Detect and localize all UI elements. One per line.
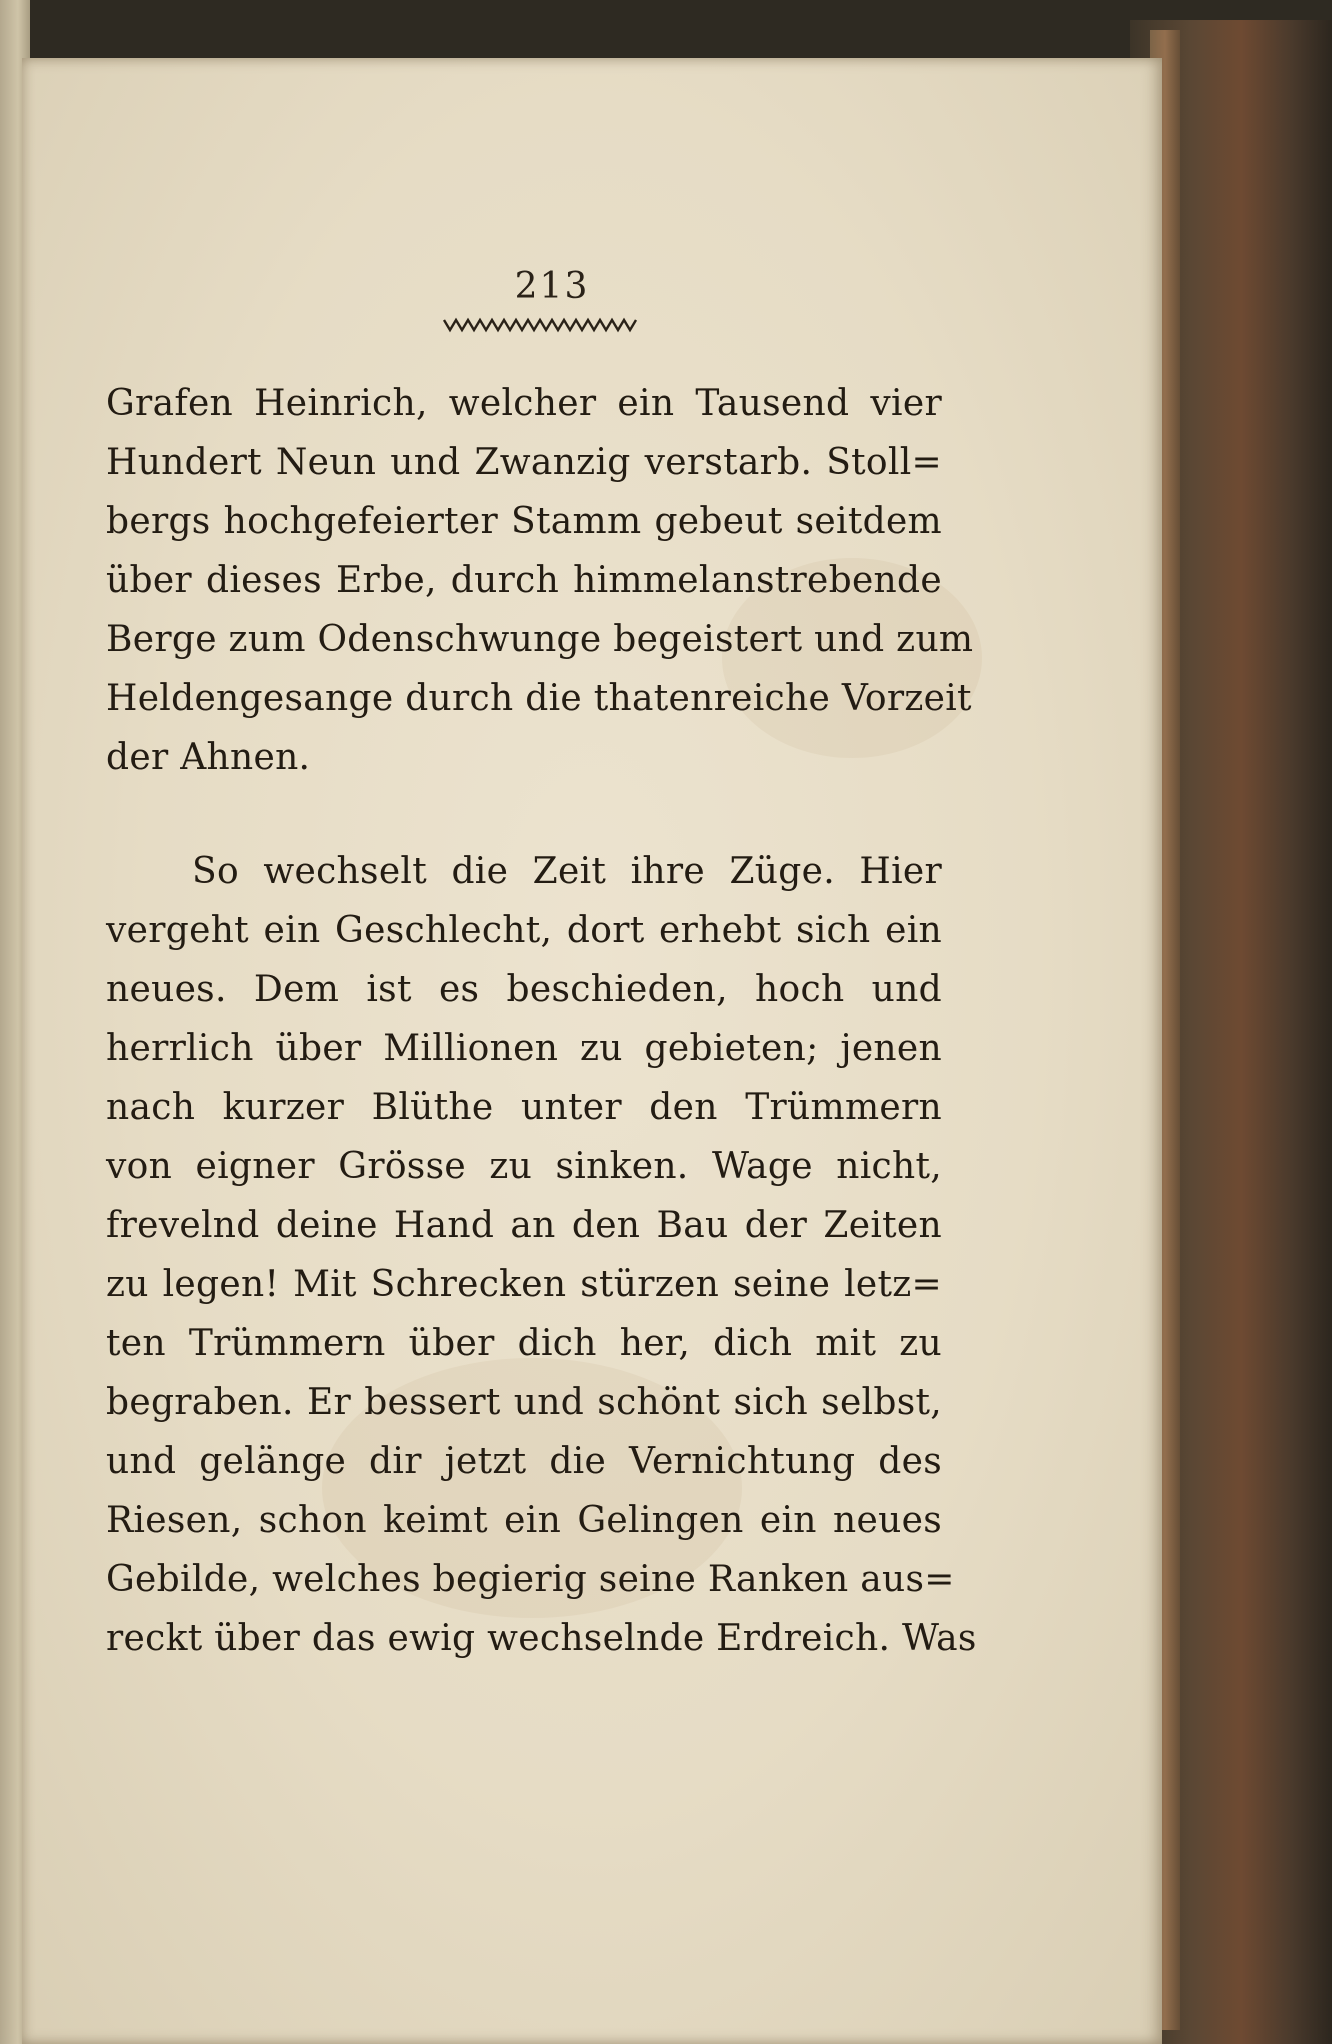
page-number: 213 — [514, 266, 590, 307]
text-line: begraben. Er bessert und schönt sich selbst, — [106, 1382, 942, 1423]
text-line: So wechselt die Zeit ihre Züge. Hier — [192, 851, 942, 892]
text-line: frevelnd deine Hand an den Bau der Zeiten — [106, 1205, 942, 1246]
text-line: Gebilde, welches begierig seine Ranken aus= — [106, 1559, 955, 1600]
text-line: ten Trümmern über dich her, dich mit zu — [106, 1323, 942, 1364]
paragraph-2 — [106, 842, 977, 1668]
text-line: Riesen, schon keimt ein Gelingen ein neues — [106, 1500, 942, 1541]
text-line: Berge zum Odenschwunge begeistert und zum — [106, 619, 974, 660]
text-line: Heldengesange durch die thatenreiche Vorzeit — [106, 678, 972, 719]
text-line: und gelänge dir jetzt die Vernichtung des — [106, 1441, 942, 1482]
text-line: Hundert Neun und Zwanzig verstarb. Stoll= — [106, 442, 942, 483]
text-line: herrlich über Millionen zu gebieten; jenen — [106, 1028, 942, 1069]
text-line: vergeht ein Geschlecht, dort erhebt sich ein — [106, 910, 942, 951]
text-line: zu legen! Mit Schrecken stürzen seine letz= — [106, 1264, 942, 1305]
ornament-rule — [442, 316, 642, 336]
text-line: der Ahnen. — [106, 737, 311, 778]
text-line: bergs hochgefeierter Stamm gebeut seitdem — [106, 501, 942, 542]
text-line: von eigner Grösse zu sinken. Wage nicht, — [106, 1146, 942, 1187]
text-line: neues. Dem ist es beschieden, hoch und — [106, 969, 942, 1010]
text-line: nach kurzer Blüthe unter den Trümmern — [106, 1087, 942, 1128]
text-line: Grafen Heinrich, welcher ein Tausend vier — [106, 383, 942, 424]
text-line: über dieses Erbe, durch himmelanstrebende — [106, 560, 942, 601]
paragraph-1 — [106, 374, 974, 787]
book-page — [22, 58, 1162, 2044]
text-line: reckt über das ewig wechselnde Erdreich. Was — [106, 1618, 977, 1659]
